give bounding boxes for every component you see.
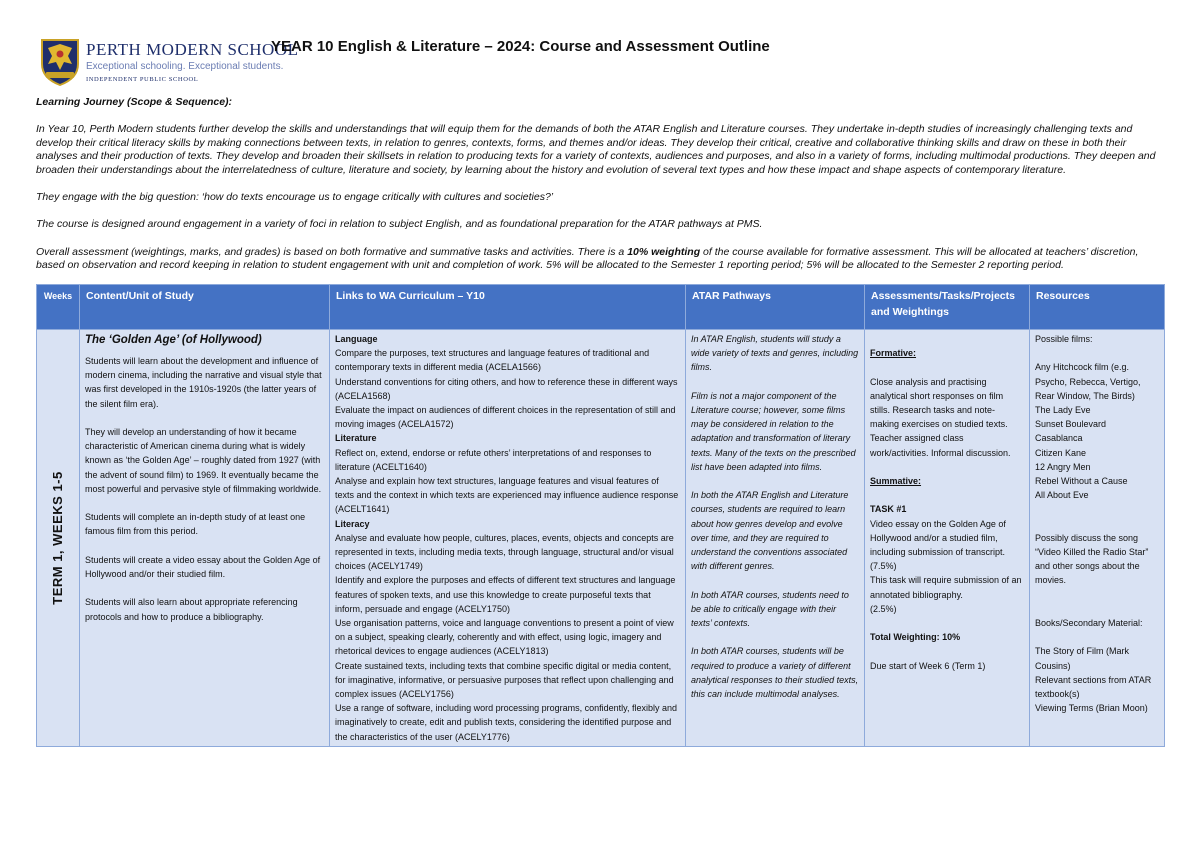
header-atar: ATAR Pathways [686,285,865,330]
curriculum-item: Use organisation patterns, voice and language conventions to present a point of view on a subject, speaking clearly, coherently and with effect, using logic, imagery and rhetorical devices to engage audiences (ACELY1813) [335,618,674,657]
due-date: Due start of Week 6 (Term 1) [870,660,986,671]
film-item: Rebel Without a Cause [1035,476,1128,487]
atar-paragraph: In both ATAR courses, students need to be able to critically engage with their texts’ contexts. [691,589,849,629]
films-heading: Possible films: [1035,334,1093,344]
school-name: PERTH MODERN SCHOOL [86,40,299,59]
task-heading: TASK #1 [870,504,907,515]
intro-paragraph-4 [36,246,1166,273]
intro-section [36,96,1166,286]
curriculum-links-cell [330,330,686,747]
term-label: TERM 1, WEEKS 1-5 [49,471,65,605]
content-paragraph: Students will complete an in-depth study of at least one famous film from this period. [85,512,306,537]
intro-p4-part-b: of the course available for formative assessment. This will be allocated at teachers’ discretion, based on observation and record keeping in relation to student engagement with unit and completion of work. 5% will be allocated to the Semester 1 reporting period; 5% will be allocated to the Semester 2 reporting period. [36,245,1139,272]
atar-paragraph: In both ATAR courses, students will be required to produce a variety of different analytical responses to their studied texts, this can include multimodal analyses. [691,646,859,700]
film-item: Casablanca [1035,433,1083,444]
language-heading: Language [335,334,378,344]
books-heading: Books/Secondary Material: [1035,617,1143,628]
unit-title: The ‘Golden Age’ (of Hollywood) [85,334,262,346]
intro-p4-part-a: Overall assessment (weightings, marks, and grades) is based on both formative and summative tasks and activities. There is a [36,245,628,258]
school-crest-icon [40,38,80,86]
atar-paragraph: In both the ATAR English and Literature courses, students are required to learn about how genres develop and evolve over time, and they are required to understand the conventions associated with different genres. [691,490,849,572]
summative-heading: Summative: [870,475,922,486]
literacy-heading: Literacy [335,518,370,529]
book-item: The Story of Film (Mark Cousins) [1035,646,1130,671]
content-paragraph: They will develop an understanding of how it became characteristic of American cinema during what is widely known as ‘the Golden Age’ – roughly dated from 1927 (with the advent of sound film) to 1969. It eventually became the most powerful and pervasive style of filmmaking worldwide. [85,427,322,494]
header-content: Content/Unit of Study [80,285,330,330]
resources-cell [1030,330,1165,747]
literature-heading: Literature [335,433,377,444]
content-paragraph: Students will also learn about appropriate referencing protocols and how to produce a bibliography. [85,597,298,622]
intro-paragraph-2: They engage with the big question: ‘how do texts encourage us to engage critically with cultures and societies?’ [36,191,554,204]
content-paragraph: Students will create a video essay about the Golden Age of Hollywood and/or their studied film. [85,554,321,579]
intro-paragraph-1: In Year 10, Perth Modern students further develop the skills and understandings that will equip them for the demands of both the ATAR English and Literature courses. They undertake in-depth studies of increasingly challenging texts and develop their critical literacy skills by making connections between texts, in relation to genres, contexts, forms, and themes and/or ideas. They develop their critical, creative and collaborative thinking skills and draw on these in both their analyses and their production of texts. They develop and broaden their skillsets in relation to producing texts for a variety of contexts, audiences and purposes, and also in a variety of forms, including multimodal productions. They deepen and broaden their understandings about the interrelatedness of culture, literature and society, by learning about the history and evolution of several text types and how these impact and shape aspects of contemporary literature. [36,123,1156,176]
term-cell [37,330,80,747]
song-suggestion: Possibly discuss the song “Video Killed the Radio Star” and other songs about the movies. [1035,532,1149,586]
atar-pathways-cell [686,330,865,747]
content-paragraph: Students will learn about the development and influence of modern cinema, including the narrative and visual style that was first developed in the 1910s-1920s (the latter years of the silent film era). [85,356,322,409]
table-header-row [37,285,1165,330]
learning-journey-heading: Learning Journey (Scope & Sequence): [36,96,233,108]
table-row [37,330,1165,747]
film-item: Any Hitchcock film (e.g. Psycho, Rebecca, Vertigo, Rear Window, The Birds) [1035,362,1141,401]
content-cell [80,330,330,747]
curriculum-item: Identify and explore the purposes and effects of different text structures and language features of spoken texts, and use this knowledge to create purposeful texts that inform, persuade and engage (ACELY1750) [335,575,676,614]
formative-text: Close analysis and practising analytical short responses on film stills. Research tasks and note-making exercises on studied texts. Teacher assigned class work/activities. Informal discussion. [870,376,1011,458]
assessments-cell [865,330,1030,747]
task-description: Video essay on the Golden Age of Hollywood and/or a studied film, including submission of transcript. [870,518,1006,557]
curriculum-item: Evaluate the impact on audiences of different choices in the representation of still and moving images (ACELA1572) [335,405,676,430]
header-links: Links to WA Curriculum – Y10 [330,285,686,330]
book-item: Viewing Terms (Brian Moon) [1035,703,1148,714]
curriculum-item: Understand conventions for citing others, and how to reference these in different ways (ACELA1568) [335,376,678,401]
school-tagline: Exceptional schooling. Exceptional students. [86,61,284,72]
intro-paragraph-3: The course is designed around engagement in a variety of foci in relation to subject English, and as foundational preparation for the ATAR pathways at PMS. [36,218,763,231]
curriculum-item: Reflect on, extend, endorse or refute others’ interpretations of and responses to literature (ACELT1640) [335,447,652,472]
formative-heading: Formative: [870,348,917,359]
school-logo [40,38,299,90]
task-weight: (2.5%) [870,603,897,614]
atar-paragraph: Film is not a major component of the Literature course; however, some films may be considered in relation to the adaptation and transformation of literary texts. Many of the texts on the prescribed list have been adapted into films. [691,390,856,472]
film-item: All About Eve [1035,490,1089,501]
header-resources: Resources [1030,285,1165,330]
film-item: 12 Angry Men [1035,461,1091,472]
intro-p4-weighting: 10% weighting [627,245,701,258]
task-bibliography: This task will require submission of an annotated bibliography. [870,575,1022,600]
total-weighting: Total Weighting: 10% [870,632,961,643]
course-outline-table [36,284,1165,747]
book-item: Relevant sections from ATAR textbook(s) [1035,674,1152,699]
curriculum-item: Analyse and evaluate how people, cultures, places, events, objects and concepts are represented in texts, including media texts, through language, structural and/or visual choices (ACELY1749) [335,532,674,572]
film-item: The Lady Eve [1035,405,1091,415]
curriculum-item: Use a range of software, including word processing programs, confidently, flexibly and imaginatively to create, edit and publish texts, considering the identified purpose and the characteristics of the user (ACELY1776) [335,703,678,742]
curriculum-item: Compare the purposes, text structures and language features of traditional and contemporary texts in different media (ACELA1566) [335,348,650,373]
film-item: Citizen Kane [1035,447,1087,458]
document-title: YEAR 10 English & Literature – 2024: Course and Assessment Outline [271,38,770,55]
header-weeks: Weeks [37,285,80,330]
task-weight: (7.5%) [870,561,897,572]
curriculum-item: Analyse and explain how text structures, language features and visual features of texts and the context in which texts are experienced may influence audience response (ACELT1641) [335,476,679,515]
school-type: INDEPENDENT PUBLIC SCHOOL [86,76,199,83]
curriculum-item: Create sustained texts, including texts that combine specific digital or media content, for imaginative, informative, or persuasive purposes that reflect upon challenging and complex issues (ACELY1756) [335,660,674,700]
film-item: Sunset Boulevard [1035,419,1107,430]
header-assessments: Assessments/Tasks/Projects and Weightings [865,285,1030,330]
atar-paragraph: In ATAR English, students will study a wide variety of texts and genres, including films. [691,334,859,373]
